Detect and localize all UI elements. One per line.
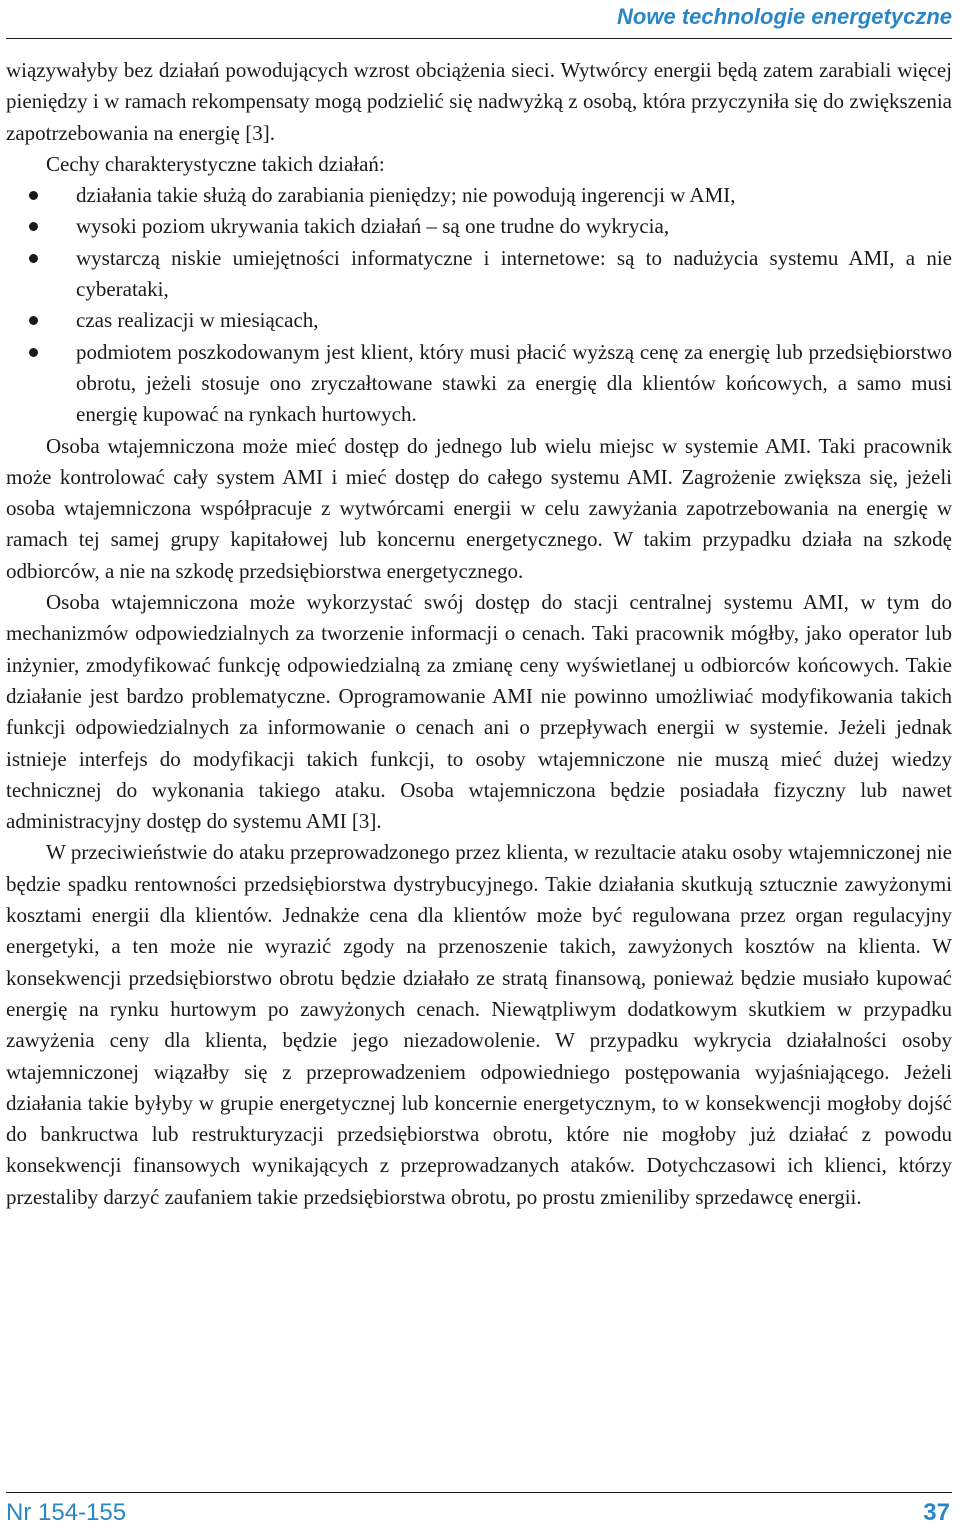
paragraph-central-station: Osoba wtajemniczona może wykorzystać swój dostęp do stacji centralnej systemu AMI, w tym do mechanizmów odpowiedzialnych za tworzenie informacji o cenach. Taki pracownik mógłby, jako operator lub inżynier, zmodyfikować funkcję odpowiedzialną za zmianę ceny wyświetlanej u odbiorców końcowych. Takie działanie jest bardzo problematyczne. Oprogramowanie AMI nie powinno umożliwiać modyfikowania takich funkcji odpowiedzialnych za informowanie o cenach ani o przepływach energii w systemie. Jeżeli jednak istnieje interfejs do modyfikacji takich funkcji, to osoby wtajemniczone nie muszą mieć dużej wiedzy technicznej do wykonania takiego ataku. Osoba wtajemniczona będzie posiadała fizyczny lub nawet administracyjny dostęp do systemu AMI [3]. <box>6 590 952 834</box>
list-item <box>6 180 952 211</box>
list-item-text: wystarczą niskie umiejętności informatyczne i internetowe: są to nadużycia systemu AMI, a nie cyberataki, <box>76 245 952 302</box>
list-item-text: wysoki poziom ukrywania takich działań – są one trudne do wykrycia, <box>76 214 670 239</box>
feature-list <box>6 180 952 430</box>
paragraph-insider-access: Osoba wtajemniczona może mieć dostęp do jednego lub wielu miejsc w systemie AMI. Taki pracownik może kontrolować cały system AMI i mieć dostęp do całego systemu AMI. Zagrożenie zwiększa się, jeżeli osoba wtajemniczona współpracuje z wytwórcami energii w celu zawyżania zapotrzebowania na energię w ramach tej samej grupy kapitałowej lub koncernu energetycznego. W takim przypadku działa na szkodę odbiorców, a nie na szkodę przedsiębiorstwa energetycznego. <box>6 433 952 583</box>
bullet-icon <box>29 348 38 357</box>
journal-section-title: Nowe technologie energetyczne <box>617 4 952 29</box>
paragraph-consequences: W przeciwieństwie do ataku przeprowadzonego przez klienta, w rezultacie ataku osoby wtajemniczonej nie będzie spadku rentowności przedsiębiorstwa dystrybucyjnego. Takie działania skutkują sztucznie zawyżonymi kosztami energii dla klientów. Jednakże cena dla klientów może być regulowana przez organ regulacyjny energetyki, a ten może nie wyrazić zgody na przenoszenie takich, zawyżonych kosztów na klienta. W konsekwencji przedsiębiorstwo obrotu będzie działało ze stratą finansową, ponieważ będzie musiało kupować energię na rynku hurtowym po zawyżonych cenach. Niewątpliwym dodatkowym skutkiem w przypadku zawyżenia ceny dla klienta, będzie jego niezadowolenie. W przypadku wykrycia działalności osoby wtajemniczonej wiązałby się z przeprowadzeniem odpowiedniego postępowania wyjaśniającego. Jeżeli działania takie byłyby w grupie energetycznej lub koncernie energetycznym, to w konsekwencji mogłoby dojść do bankructwa lub restrukturyzacji przedsiębiorstwa obrotu, które nie mogłoby już działać z powodu konsekwencji finansowych wynikających z przeprowadzanych ataków. Dotychczasowi ich klienci, którzy przestaliby darzyć zaufaniem takie przedsiębiorstwa obrotu, po prostu zmieniliby sprzedawcę energii. <box>6 840 952 1209</box>
page-footer <box>6 1492 952 1531</box>
list-item <box>6 305 952 336</box>
article-body <box>6 55 952 1213</box>
list-item <box>6 211 952 242</box>
bullet-icon <box>29 316 38 325</box>
page-header <box>6 0 952 39</box>
issue-number: Nr 154-155 <box>6 1499 127 1526</box>
list-item-text: działania takie służą do zarabiania pieniędzy; nie powodują ingerencji w AMI, <box>76 183 736 208</box>
page-number: 37 <box>923 1499 950 1526</box>
intro-paragraph: wiązywałyby bez działań powodujących wzrost obciążenia sieci. Wytwórcy energii będą zatem zarabiali więcej pieniędzy i w ramach rekompensaty mogą podzielić się nadwyżką z osobą, która przyczyniła się do zwiększenia zapotrzebowania na energię [3]. <box>6 58 952 145</box>
bullet-icon <box>29 222 38 231</box>
list-item-text: czas realizacji w miesiącach, <box>76 308 319 333</box>
list-heading: Cechy charakterystyczne takich działań: <box>46 151 385 176</box>
bullet-icon <box>29 191 38 200</box>
bullet-icon <box>29 254 38 263</box>
list-item-text: podmiotem poszkodowanym jest klient, który musi płacić wyższą cenę za energię lub przedsiębiorstwo obrotu, jeżeli stosuje ono zryczałtowane stawki za energię dla klientów końcowych, a samo musi energię kupować na rynkach hurtowych. <box>76 339 952 427</box>
list-item <box>6 243 952 306</box>
list-item <box>6 337 952 431</box>
